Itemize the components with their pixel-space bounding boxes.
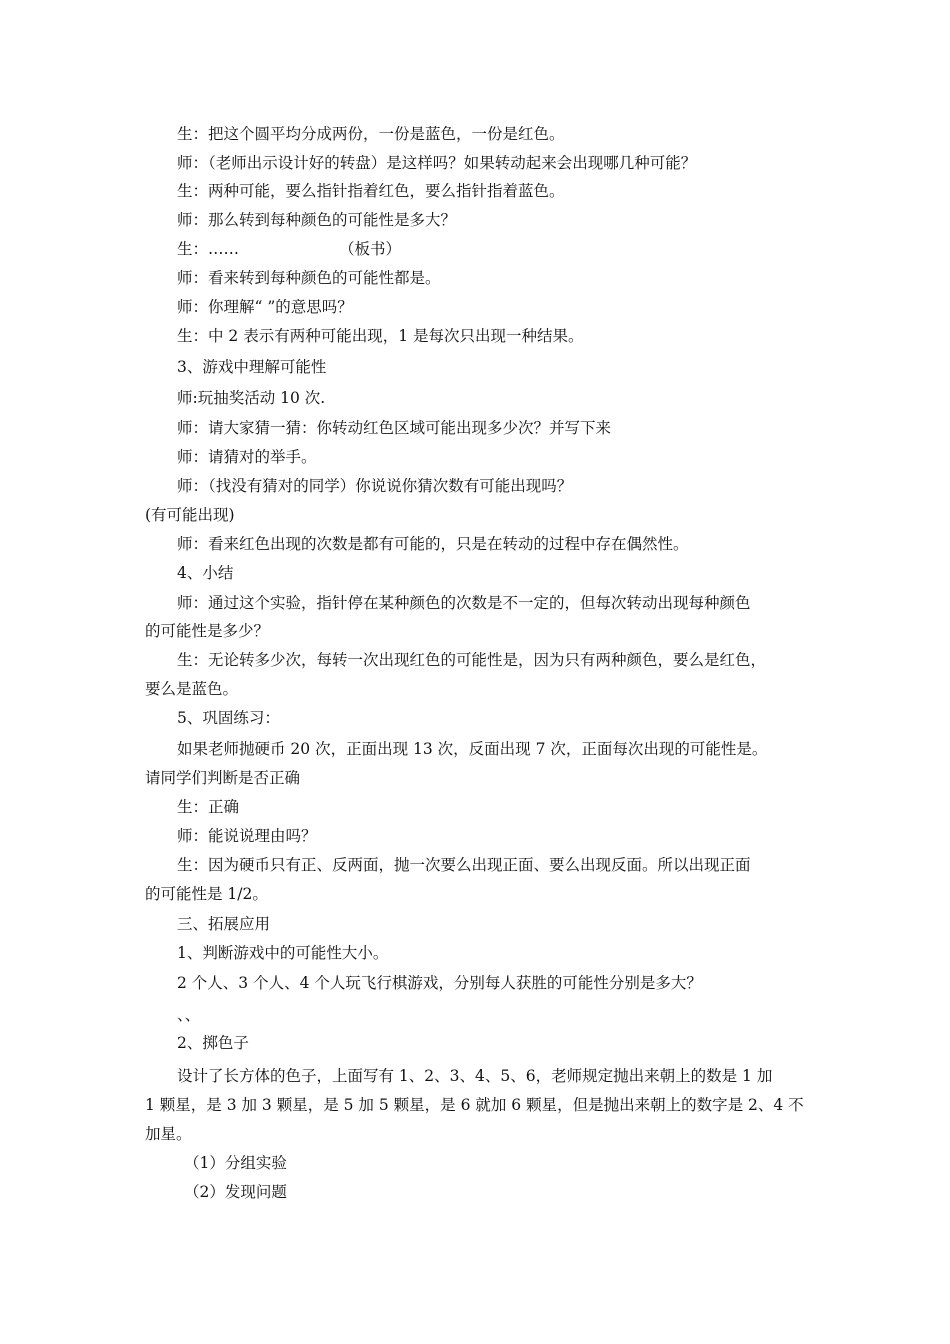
section-heading: 三、拓展应用 xyxy=(177,915,271,933)
text-line: 的可能性是多少？ xyxy=(145,622,270,640)
text-line: 师：请大家猜一猜：你转动红色区域可能出现多少次？并写下来 xyxy=(177,419,612,437)
text-line: 生：正确 xyxy=(177,798,240,816)
section-heading: 3、游戏中理解可能性 xyxy=(177,358,327,376)
list-item: （1）分组实验 xyxy=(184,1154,287,1172)
text-line: 师：那么转到每种颜色的可能性是多大？ xyxy=(177,211,457,229)
text-line: 生：两种可能，要么指针指着红色，要么指针指着蓝色。 xyxy=(177,182,565,200)
text-line: 师：（找没有猜对的同学）你说说你猜次数有可能出现吗？ xyxy=(177,477,573,495)
text-line: 师:玩抽奖活动 10 次. xyxy=(177,389,326,407)
text-line: 要么是蓝色。 xyxy=(145,680,239,698)
text-line: 2 个人、3 个人、4 个人玩飞行棋游戏，分别每人获胜的可能性分别是多大？ xyxy=(177,974,702,992)
text-line: 师：能说说理由吗？ xyxy=(177,827,317,845)
text-line: 生：因为硬币只有正、反两面，抛一次要么出现正面、要么出现反面。所以出现正面 xyxy=(177,856,751,874)
text-line xyxy=(177,239,401,259)
text-line: 设计了长方体的色子，上面写有 1、2、3、4、5、6，老师规定抛出来朝上的数是 1 加 xyxy=(177,1067,773,1085)
section-heading: 4、小结 xyxy=(177,564,234,582)
text-line: (有可能出现) xyxy=(145,506,235,524)
section-heading: 5、巩固练习： xyxy=(177,709,280,727)
text-line: 1 颗星，是 3 加 3 颗星，是 5 加 5 颗星，是 6 就加 6 颗星，但是抛出来朝上的数字是 2、4 不 xyxy=(145,1096,804,1114)
text-line: 请同学们判断是否正确 xyxy=(145,769,301,787)
text-line: 师：看来转到每种颜色的可能性都是。 xyxy=(177,269,441,287)
text-line: 生：中 2 表示有两种可能出现，1 是每次只出现一种结果。 xyxy=(177,327,584,345)
text-line: 师：通过这个实验，指针停在某种颜色的次数是不一定的，但每次转动出现每种颜色 xyxy=(177,594,751,612)
text-line: 、、 xyxy=(177,1006,201,1024)
text-line: 师：（老师出示设计好的转盘）是这样吗？如果转动起来会出现哪几种可能？ xyxy=(177,154,697,172)
text-span: （板书） xyxy=(339,240,402,258)
list-item: （2）发现问题 xyxy=(184,1183,287,1201)
text-span: 生：…… xyxy=(177,240,240,258)
text-line: 的可能性是 1/2。 xyxy=(145,885,268,903)
section-heading: 2、掷色子 xyxy=(177,1034,249,1052)
text-line: 1、判断游戏中的可能性大小。 xyxy=(177,944,389,962)
text-line: 如果老师抛硬币 20 次，正面出现 13 次，反面出现 7 次，正面每次出现的可能性是。 xyxy=(177,740,768,758)
text-line: 生：无论转多少次，每转一次出现红色的可能性是，因为只有两种颜色，要么是红色， xyxy=(177,651,767,669)
text-line: 师：请猜对的举手。 xyxy=(177,448,317,466)
text-line: 加星。 xyxy=(145,1125,192,1143)
text-line: 生：把这个圆平均分成两份，一份是蓝色，一份是红色。 xyxy=(177,125,565,143)
text-line: 师：你理解“ ”的意思吗？ xyxy=(177,298,353,316)
text-line: 师：看来红色出现的次数是都有可能的，只是在转动的过程中存在偶然性。 xyxy=(177,535,689,553)
